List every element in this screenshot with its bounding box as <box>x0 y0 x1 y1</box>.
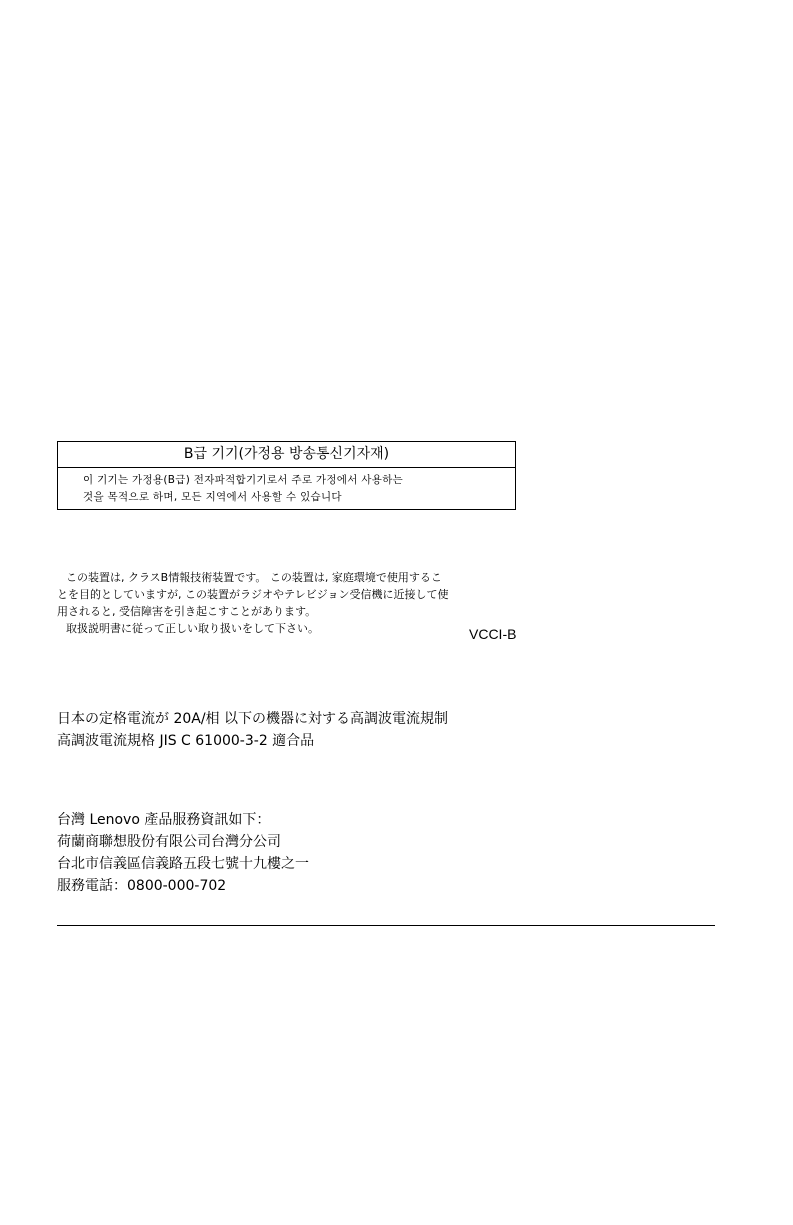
vcci-notice-line: この装置は, クラスB情報技術装置です。 この装置は, 家庭環境で使用するこ <box>66 571 442 584</box>
harmonic-notice-line: 高調波電流規格 JIS C 61000-3-2 適合品 <box>57 733 315 749</box>
horizontal-divider <box>57 925 715 926</box>
taiwan-service-phone: 服務電話：0800-000-702 <box>57 878 227 894</box>
korea-emc-notice-box <box>57 441 516 510</box>
korea-notice-line: 이 기기는 가정용(B급) 전자파적합기기로서 주로 가정에서 사용하는 <box>83 474 404 486</box>
vcci-notice-line: とを目的としていますが, この装置がラジオやテレビジョン受信機に近接して使 <box>57 588 449 601</box>
korea-notice-line: 것을 목적으로 하며, 모든 지역에서 사용할 수 있습니다 <box>83 491 342 503</box>
vcci-class-mark: VCCI-B <box>469 626 517 642</box>
taiwan-company-address: 台北市信義區信義路五段七號十九樓之一 <box>57 856 309 872</box>
vcci-notice-line: 取扱説明書に従って正しい取り扱いをして下さい。 <box>66 622 319 635</box>
harmonic-current-notice <box>57 708 448 752</box>
korea-notice-title: B급 기기(가정용 방송통신기자재) <box>58 442 515 468</box>
korea-notice-body <box>58 468 515 506</box>
taiwan-service-heading: 台灣 Lenovo 產品服務資訊如下： <box>57 812 271 828</box>
vcci-notice <box>57 569 537 637</box>
taiwan-service-info <box>57 809 309 897</box>
harmonic-notice-line: 日本の定格電流が 20A/相 以下の機器に対する高調波電流規制 <box>57 711 449 727</box>
taiwan-company-name: 荷蘭商聯想股份有限公司台灣分公司 <box>57 834 281 850</box>
vcci-notice-line: 用されると, 受信障害を引き起こすことがあります。 <box>57 605 317 618</box>
